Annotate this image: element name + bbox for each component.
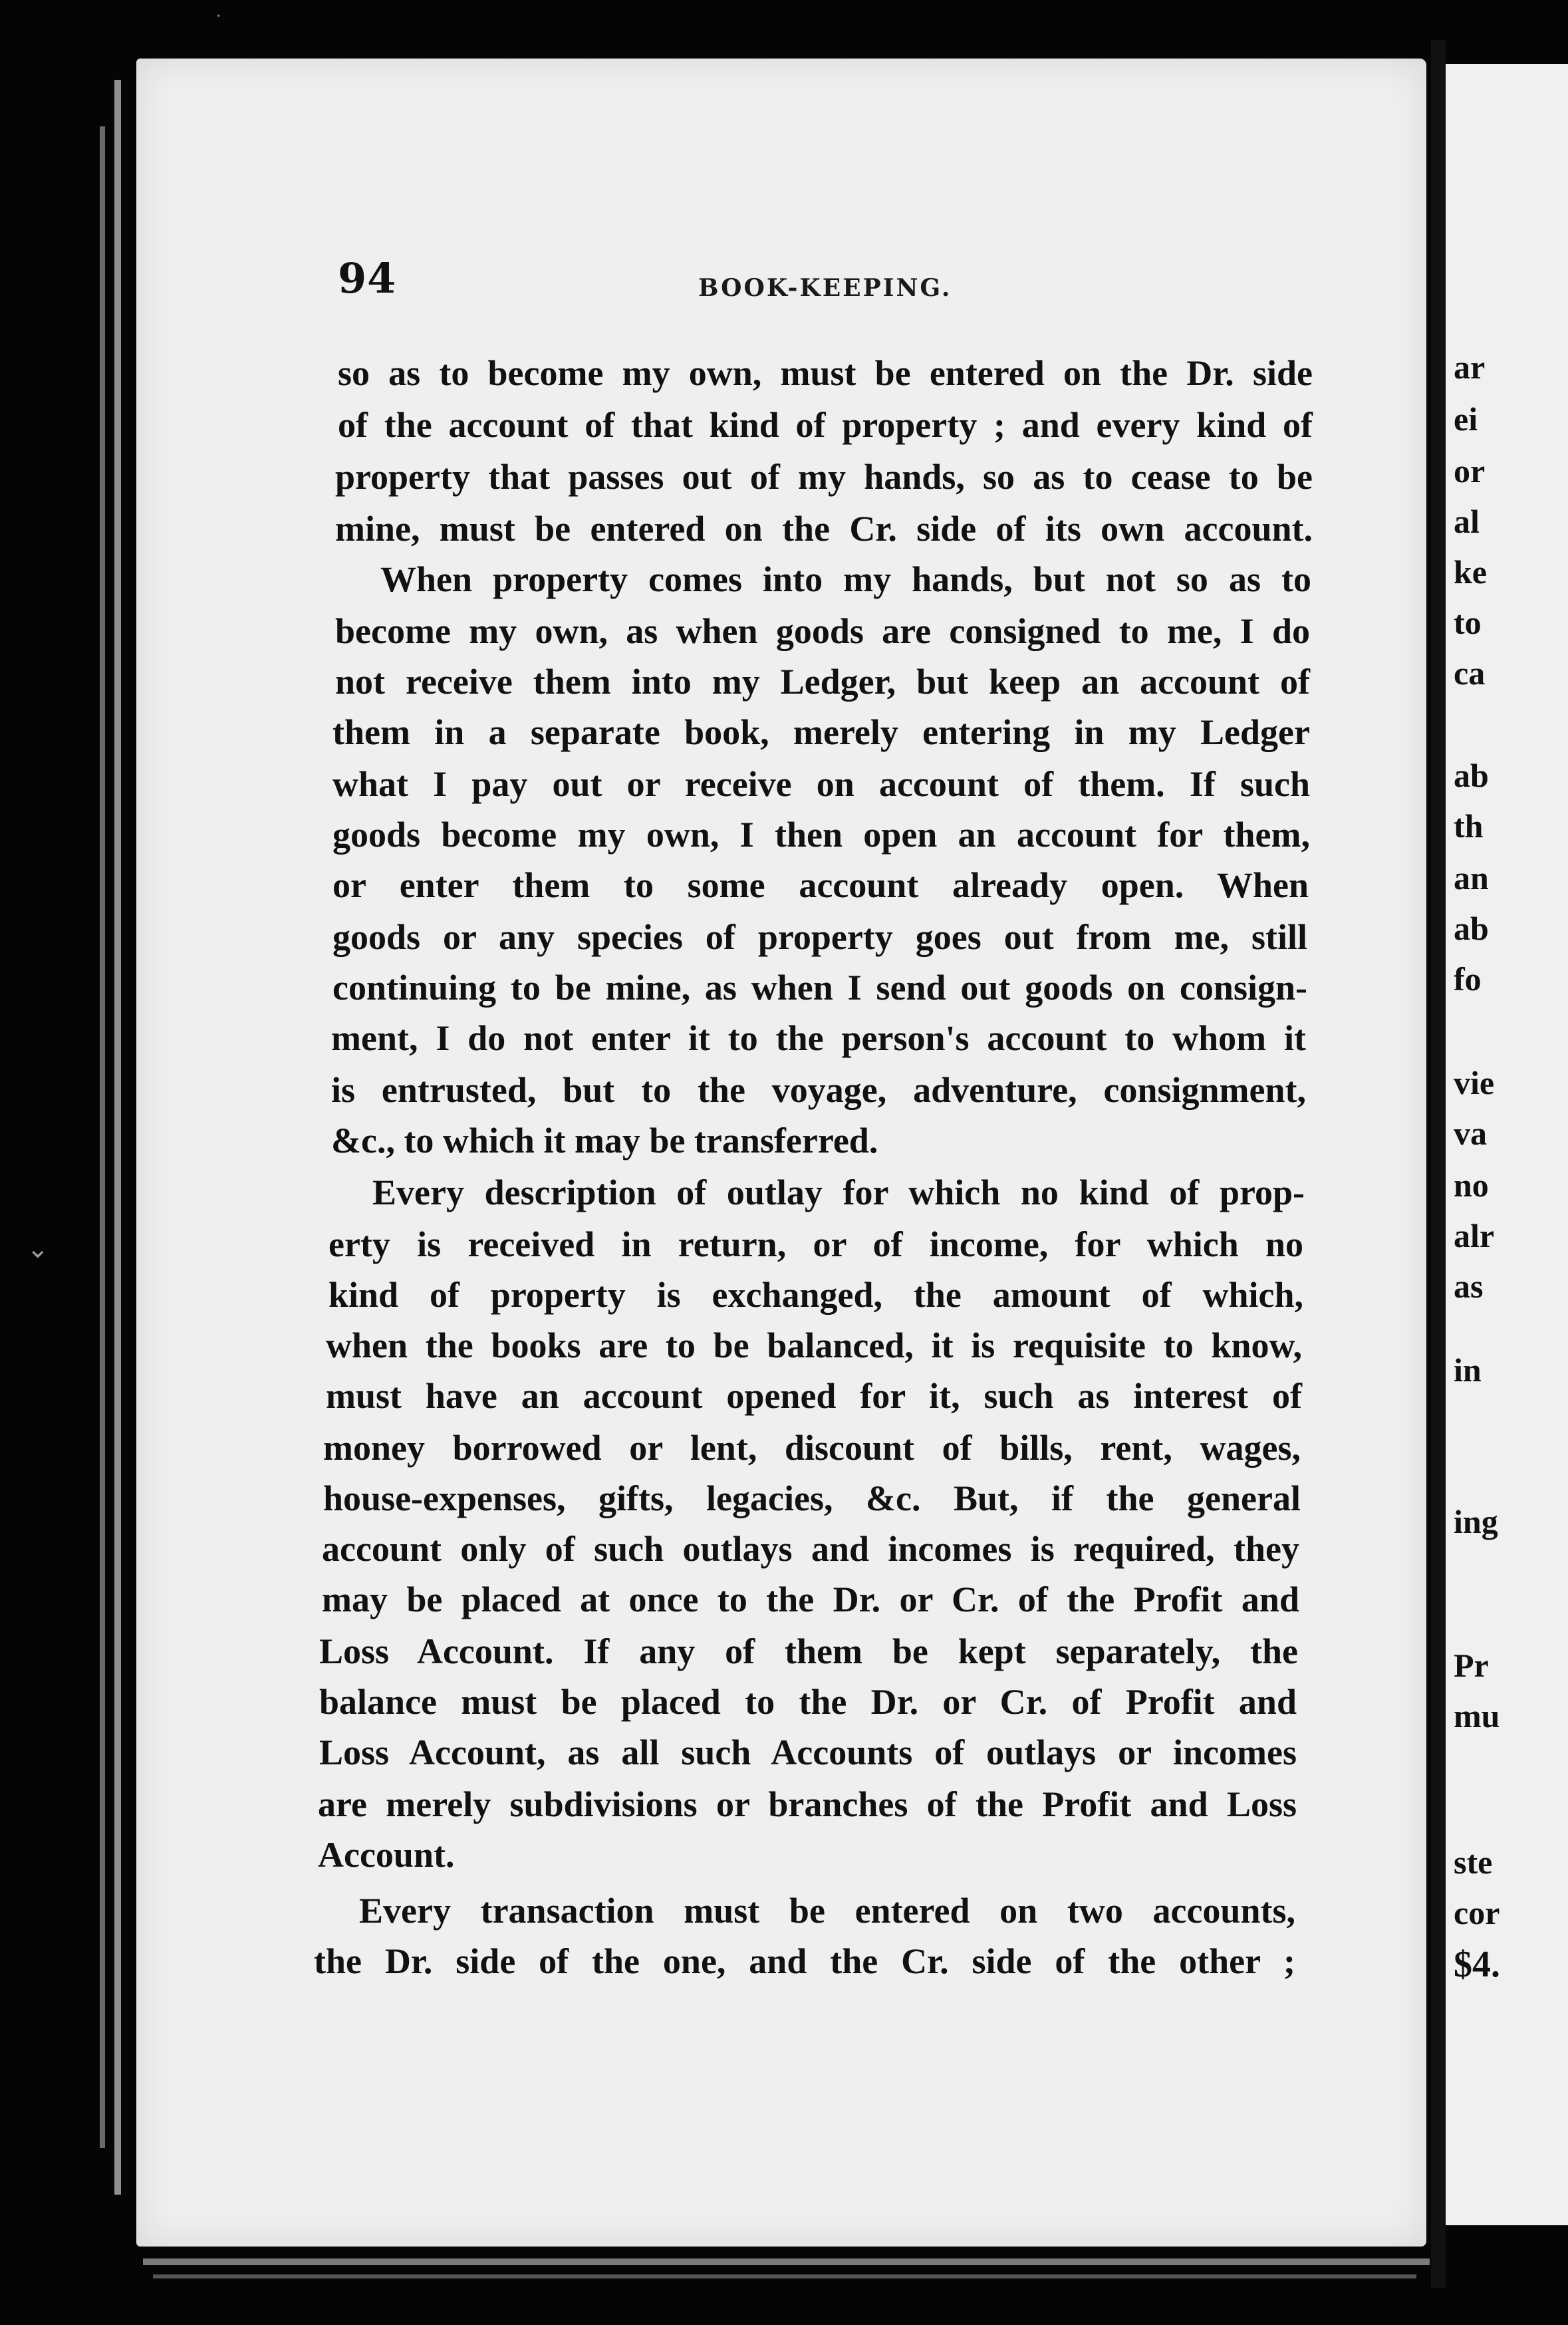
facing-page-fragment: va <box>1454 1115 1487 1152</box>
text-line: kind of property is exchanged, the amount of which, <box>328 1275 1303 1315</box>
text-line: not receive them into my Ledger, but keep an account of <box>335 662 1310 702</box>
facing-page-fragment: to <box>1454 604 1482 641</box>
facing-page-fragment: ing <box>1454 1503 1498 1540</box>
running-head: BOOK-KEEPING. <box>698 274 952 302</box>
text-line: the Dr. side of the one, and the Cr. side of the other ; <box>314 1941 1295 1981</box>
book-edge <box>100 126 105 2148</box>
text-line: goods or any species of property goes out from me, still <box>332 917 1307 957</box>
facing-page-fragment: cor <box>1454 1894 1500 1931</box>
text-line: must have an account opened for it, such as interest of <box>326 1376 1302 1416</box>
text-line: Loss Account. If any of them be kept separately, the <box>319 1631 1298 1671</box>
facing-page-fragment: ab <box>1454 757 1489 794</box>
text-line: what I pay out or receive on account of them. If such <box>332 764 1310 804</box>
book-edge <box>114 80 121 2195</box>
scan-speck-mark: · <box>216 7 221 25</box>
facing-page-fragment: or <box>1454 452 1486 489</box>
facing-page-fragment: ste <box>1454 1844 1493 1881</box>
page-bottom-edge <box>153 2274 1416 2278</box>
text-line: account only of such outlays and incomes is required, they <box>322 1529 1299 1569</box>
book-gutter <box>1431 40 1446 2288</box>
text-line: or enter them to some account already open. When <box>332 865 1309 905</box>
facing-page-fragment: ei <box>1454 400 1478 438</box>
text-line: ment, I do not enter it to the person's account to whom it <box>331 1018 1306 1058</box>
page-number: 94 <box>338 254 397 303</box>
facing-page-fragment: no <box>1454 1166 1489 1204</box>
text-line: of the account of that kind of property ; and every kind of <box>338 405 1313 445</box>
text-line: Account. <box>318 1835 455 1875</box>
text-line: balance must be placed to the Dr. or Cr. of Profit and <box>319 1682 1297 1722</box>
text-line: when the books are to be balanced, it is requisite to know, <box>326 1325 1302 1365</box>
text-line: are merely subdivisions or branches of the Profit and Loss <box>318 1784 1297 1824</box>
text-line: continuing to be mine, as when I send out goods on consign- <box>332 968 1307 1008</box>
facing-page-fragment: mu <box>1454 1697 1500 1734</box>
facing-page-fragment: ab <box>1454 910 1489 947</box>
text-line: them in a separate book, merely entering in my Ledger <box>332 712 1310 752</box>
facing-page-fragment: in <box>1454 1351 1482 1389</box>
text-line: Loss Account, as all such Accounts of outlays or incomes <box>319 1732 1297 1772</box>
text-line: may be placed at once to the Dr. or Cr. of the Profit and <box>322 1579 1299 1619</box>
facing-page-fragment: fo <box>1454 960 1482 998</box>
text-line: When property comes into my hands, but not so as to <box>380 559 1311 599</box>
facing-page-fragment: ca <box>1454 654 1486 692</box>
text-line: house-expenses, gifts, legacies, &c. But, if the general <box>323 1478 1301 1518</box>
text-line: money borrowed or lent, discount of bills, rent, wages, <box>323 1428 1301 1468</box>
text-line: become my own, as when goods are consigned to me, I do <box>335 611 1310 651</box>
facing-page-fragment: ke <box>1454 553 1487 591</box>
facing-page-fragment: al <box>1454 503 1480 540</box>
facing-page-fragment: th <box>1454 807 1484 845</box>
text-line: so as to become my own, must be entered on the Dr. side <box>338 353 1313 393</box>
text-line: is entrusted, but to the voyage, adventure, consignment, <box>331 1070 1306 1110</box>
text-line: Every description of outlay for which no kind of prop- <box>372 1172 1305 1212</box>
text-line: Every transaction must be entered on two accounts, <box>359 1891 1295 1931</box>
text-line: property that passes out of my hands, so as to cease to be <box>335 457 1313 497</box>
facing-page-fragment: an <box>1454 859 1489 896</box>
facing-page-fragment: $4. <box>1454 1944 1500 1985</box>
facing-page-fragment: alr <box>1454 1217 1495 1254</box>
text-line: erty is received in return, or of income, for which no <box>328 1224 1303 1264</box>
text-line: mine, must be entered on the Cr. side of its own account. <box>335 509 1313 549</box>
facing-page-fragment: as <box>1454 1268 1484 1305</box>
text-line: &c., to which it may be transferred. <box>331 1121 878 1161</box>
facing-page-fragment: vie <box>1454 1064 1495 1101</box>
facing-page-fragment: Pr <box>1454 1647 1489 1684</box>
page-bottom-edge <box>143 2258 1430 2265</box>
scan-speck-mark: ⌄ <box>27 1234 49 1264</box>
text-line: goods become my own, I then open an account for them, <box>332 815 1310 855</box>
facing-page-fragment: ar <box>1454 348 1486 386</box>
